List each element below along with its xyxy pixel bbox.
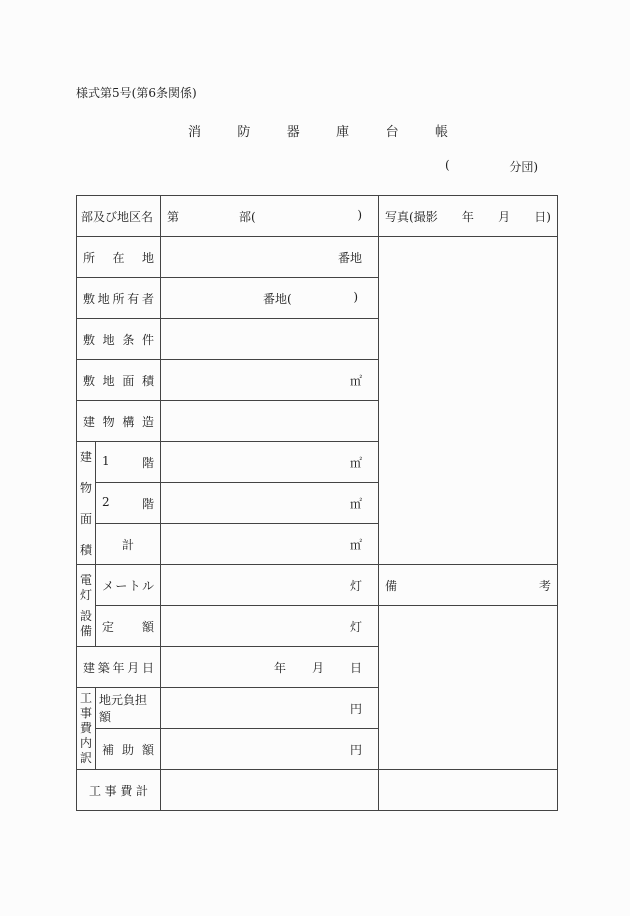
photo-header — [379, 196, 558, 237]
row-location — [77, 237, 558, 278]
label-char: 事 — [104, 783, 117, 798]
label-char: 面 — [79, 512, 92, 526]
label-char: 費 — [120, 783, 133, 798]
label-char: 敷 — [83, 332, 96, 347]
title-char: 消 — [188, 125, 202, 140]
document-title — [188, 121, 448, 140]
label-structure — [77, 401, 161, 442]
local-share-field[interactable]: 円 — [161, 688, 379, 729]
date-year: 年 — [273, 660, 286, 675]
title-char: 防 — [237, 125, 251, 140]
floor-num: 2 — [102, 494, 110, 509]
label-char: 敷 — [83, 291, 96, 306]
label-char: 工 — [79, 691, 92, 705]
label-district: 部及び地区名 — [77, 196, 161, 237]
row-district — [77, 196, 558, 237]
row-cost-total — [77, 770, 558, 811]
label-char: 備 — [79, 623, 92, 638]
label-char: ー — [115, 578, 128, 593]
label-char: 建 — [83, 414, 96, 429]
label-char: 内 — [79, 736, 92, 750]
total-area-field[interactable]: ㎡ — [161, 524, 379, 565]
label-lighting — [77, 565, 96, 647]
floor2-area-field[interactable]: ㎡ — [161, 483, 379, 524]
floor-label: 階 — [142, 455, 155, 470]
label-cost-total — [77, 770, 161, 811]
floor1-area-field[interactable]: ㎡ — [161, 442, 379, 483]
label-char: 構 — [122, 414, 135, 429]
cost-total-remarks[interactable] — [379, 770, 558, 811]
label-floor2 — [96, 483, 161, 524]
label-char: 積 — [141, 373, 154, 388]
label-meter — [96, 565, 161, 606]
remarks-char: 備 — [385, 578, 398, 593]
label-char: 定 — [102, 619, 115, 634]
owner-field[interactable] — [161, 278, 379, 319]
dai-text: 第 — [167, 209, 180, 224]
title-char: 器 — [286, 125, 300, 140]
label-char: 在 — [112, 250, 125, 265]
form-number: 様式第5号(第6条関係) — [76, 86, 197, 100]
registry-table — [76, 195, 558, 811]
condition-field[interactable] — [161, 319, 379, 360]
label-char: 月 — [127, 660, 140, 675]
district-field[interactable] — [161, 196, 379, 237]
label-condition — [77, 319, 161, 360]
label-owner — [77, 278, 161, 319]
label-char: 事 — [79, 706, 92, 720]
label-char: 所 — [83, 250, 96, 265]
label-char: ル — [141, 578, 154, 593]
site-area-field[interactable]: ㎡ — [161, 360, 379, 401]
label-local-share: 地元負担額 — [96, 688, 161, 729]
label-char: 所 — [112, 291, 125, 306]
bundan-field — [445, 158, 538, 175]
remarks-area[interactable] — [379, 606, 558, 770]
label-char: 積 — [79, 543, 92, 557]
title-char: 台 — [385, 125, 399, 140]
photo-area[interactable] — [379, 237, 558, 565]
location-field[interactable]: 番地 — [161, 237, 379, 278]
close-paren: ) — [357, 207, 363, 222]
label-char: 条 — [122, 332, 135, 347]
label-char: 造 — [141, 414, 154, 429]
label-flat — [96, 606, 161, 647]
label-cost-breakdown — [77, 688, 96, 770]
label-area-total: 計 — [96, 524, 161, 565]
label-char: 灯 — [79, 587, 92, 602]
label-char: 建 — [83, 660, 96, 675]
label-built-date — [77, 647, 161, 688]
built-date-field[interactable] — [161, 647, 379, 688]
label-char: 件 — [141, 332, 154, 347]
date-day: 日 — [350, 660, 363, 675]
label-char: 額 — [142, 742, 155, 757]
meter-lights-field[interactable]: 灯 — [161, 565, 379, 606]
label-char: 地 — [142, 250, 155, 265]
photo-day: 日) — [534, 209, 551, 224]
photo-label: 写真(撮影 — [385, 209, 438, 224]
label-location — [77, 237, 161, 278]
label-char: 額 — [142, 619, 155, 634]
label-char: 敷 — [83, 373, 96, 388]
label-char: ト — [128, 578, 141, 593]
bundan-open: ( — [445, 158, 450, 172]
cost-total-field[interactable] — [161, 770, 379, 811]
bu-text: 部( — [239, 209, 256, 224]
label-char: 年 — [112, 660, 125, 675]
row-flat — [77, 606, 558, 647]
label-char: 補 — [102, 742, 115, 757]
remarks-header — [379, 565, 558, 606]
label-char: 地 — [102, 332, 115, 347]
owner-unit: 番地( — [263, 291, 292, 306]
label-char: 物 — [102, 414, 115, 429]
close-paren: ) — [353, 289, 359, 304]
label-char: 工 — [89, 783, 102, 798]
label-char: メ — [102, 578, 115, 593]
label-char: 訳 — [79, 751, 92, 765]
bundan-label: 分団) — [509, 160, 538, 174]
label-char: 電 — [79, 572, 92, 587]
photo-year: 年 — [461, 209, 474, 224]
floor-num: 1 — [102, 453, 110, 468]
date-month: 月 — [311, 660, 324, 675]
label-building-area — [77, 442, 96, 565]
label-char: 地 — [97, 291, 110, 306]
label-char: 有 — [127, 291, 140, 306]
label-char: 物 — [79, 481, 92, 495]
label-char: 助 — [122, 742, 135, 757]
label-char: 面 — [122, 373, 135, 388]
label-char: 計 — [135, 783, 148, 798]
label-char: 日 — [142, 660, 155, 675]
row-meter — [77, 565, 558, 606]
label-floor1 — [96, 442, 161, 483]
label-subsidy — [96, 729, 161, 770]
flat-lights-field[interactable]: 灯 — [161, 606, 379, 647]
label-site-area — [77, 360, 161, 401]
remarks-char: 考 — [539, 578, 552, 593]
subsidy-field[interactable]: 円 — [161, 729, 379, 770]
title-char: 帳 — [434, 125, 448, 140]
label-char: 建 — [79, 450, 92, 464]
photo-month: 月 — [498, 209, 511, 224]
label-char: 設 — [79, 608, 92, 623]
title-char: 庫 — [336, 125, 350, 140]
label-char: 地 — [102, 373, 115, 388]
floor-label: 階 — [142, 496, 155, 511]
label-char: 築 — [97, 660, 110, 675]
label-char: 費 — [79, 721, 92, 735]
label-char: 者 — [142, 291, 155, 306]
structure-field[interactable] — [161, 401, 379, 442]
